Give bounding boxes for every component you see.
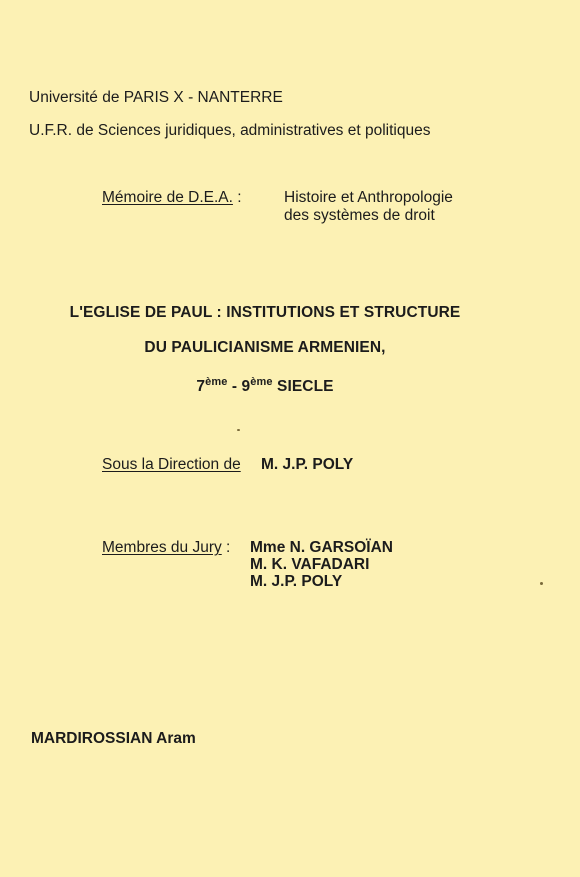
jury-label-block [102,539,230,557]
jury-member: M. K. VAFADARI [250,556,370,573]
jury-members [250,539,393,590]
memoire-subject [284,189,453,225]
memoire-subject-line1: Histoire et Anthropologie [284,189,453,206]
jury-separator: : [221,539,231,556]
jury-label: Membres du Jury [102,539,222,556]
century-word: SIECLE [272,378,334,395]
century-end-number: 9 [241,378,251,395]
director-name: M. J.P. POLY [261,456,354,473]
thesis-title-line1: L'EGLISE DE PAUL : INSTITUTIONS ET STRUCTURE [69,304,461,321]
century-start-number: 7 [196,378,206,395]
paper-speck [540,582,543,585]
author-name: MARDIROSSIAN Aram [31,730,196,747]
memoire-label-block [102,189,242,207]
memoire-separator: : [232,189,242,206]
thesis-title-line2: DU PAULICIANISME ARMENIEN, [144,339,386,356]
century-start-suffix: ème [205,376,228,388]
university-name: Université de PARIS X - NANTERRE [29,89,283,106]
direction-label: Sous la Direction de [102,456,241,473]
ufr-name: U.F.R. de Sciences juridiques, administratives et politiques [29,122,431,139]
thesis-title-century [0,373,530,396]
century-dash: - [227,378,242,395]
jury-member: Mme N. GARSOÏAN [250,539,393,556]
memoire-subject-line2: des systèmes de droit [284,207,435,224]
jury-member: M. J.P. POLY [250,573,343,590]
century-end-suffix: ème [250,376,273,388]
memoire-label: Mémoire de D.E.A. [102,189,233,206]
paper-speck [237,429,240,431]
